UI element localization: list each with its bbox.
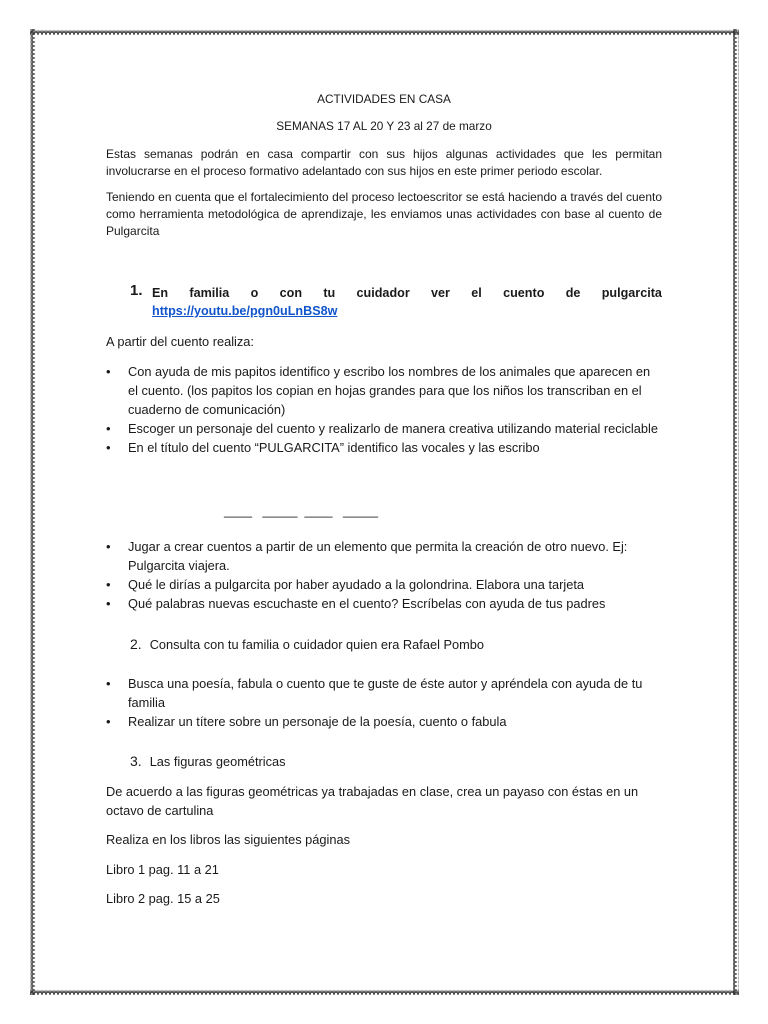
- book-2-pages: Libro 2 pag. 15 a 25: [106, 891, 220, 906]
- bullet-list-a: [106, 362, 662, 457]
- list-item: • Con ayuda de mis papitos identifico y escribo los nombres de los animales que aparecen en el cuento. (los papitos los copian en hojas grandes para que los niños los transcriban en el cuaderno de comunicación): [106, 362, 662, 419]
- intro-paragraph: Teniendo en cuenta que el fortalecimiento del proceso lectoescritor se está haciendo a través del cuento como herramienta metodológica de aprendizaje, les enviamos unas actividades con base al cuento de Pulgarcita: [106, 190, 662, 238]
- task-3-description: De acuerdo a las figuras geométricas ya trabajadas en clase, crea un payaso con éstas en un octavo de cartulina: [106, 784, 639, 818]
- bullet-list-c: [106, 674, 662, 731]
- task-1: [130, 284, 662, 320]
- list-item: • Qué palabras nuevas escuchaste en el cuento? Escríbelas con ayuda de tus padres: [106, 594, 662, 613]
- list-item: • Busca una poesía, fabula o cuento que te guste de éste autor y apréndela con ayuda de tu familia: [106, 674, 662, 712]
- list-item: • Jugar a crear cuentos a partir de un elemento que permita la creación de otro nuevo. Ej: Pulgarcita viajera.: [106, 537, 662, 575]
- list-item: • Realizar un títere sobre un personaje de la poesía, cuento o fabula: [106, 712, 662, 731]
- task-3: [130, 752, 286, 771]
- answer-blanks: ____ _____ ____ _____: [224, 504, 379, 518]
- intro-paragraph: Estas semanas podrán en casa compartir con sus hijos algunas actividades que les permitan involucrarse en el proceso formativo adelantado con sus hijos en este primer periodo escolar.: [106, 147, 662, 178]
- books-lead: Realiza en los libros las siguientes páginas: [106, 832, 350, 847]
- bullet-list-b: [106, 537, 662, 613]
- document-title: ACTIVIDADES EN CASA: [317, 92, 451, 106]
- list-item: • Escoger un personaje del cuento y realizarlo de manera creativa utilizando material reciclable: [106, 419, 662, 438]
- list-item: • En el título del cuento “PULGARCITA” identifico las vocales y las escribo: [106, 438, 662, 457]
- document-body: [106, 90, 662, 906]
- lead-text: A partir del cuento realiza:: [106, 334, 254, 349]
- task-1-text: En familia o con tu cuidador ver el cuento de pulgarcita: [152, 286, 662, 300]
- task-number: 1.: [130, 282, 143, 299]
- task-number: 3.: [130, 753, 142, 769]
- document-subtitle: SEMANAS 17 AL 20 Y 23 al 27 de marzo: [276, 119, 492, 133]
- video-link[interactable]: https://youtu.be/pgn0uLnBS8w: [152, 304, 338, 318]
- task-2: [130, 635, 484, 654]
- task-2-text: Consulta con tu familia o cuidador quien era Rafael Pombo: [149, 637, 485, 652]
- list-item: • Qué le dirías a pulgarcita por haber ayudado a la golondrina. Elabora una tarjeta: [106, 575, 662, 594]
- book-1-pages: Libro 1 pag. 11 a 21: [106, 862, 219, 877]
- task-3-text: Las figuras geométricas: [149, 754, 286, 769]
- task-number: 2.: [130, 636, 142, 652]
